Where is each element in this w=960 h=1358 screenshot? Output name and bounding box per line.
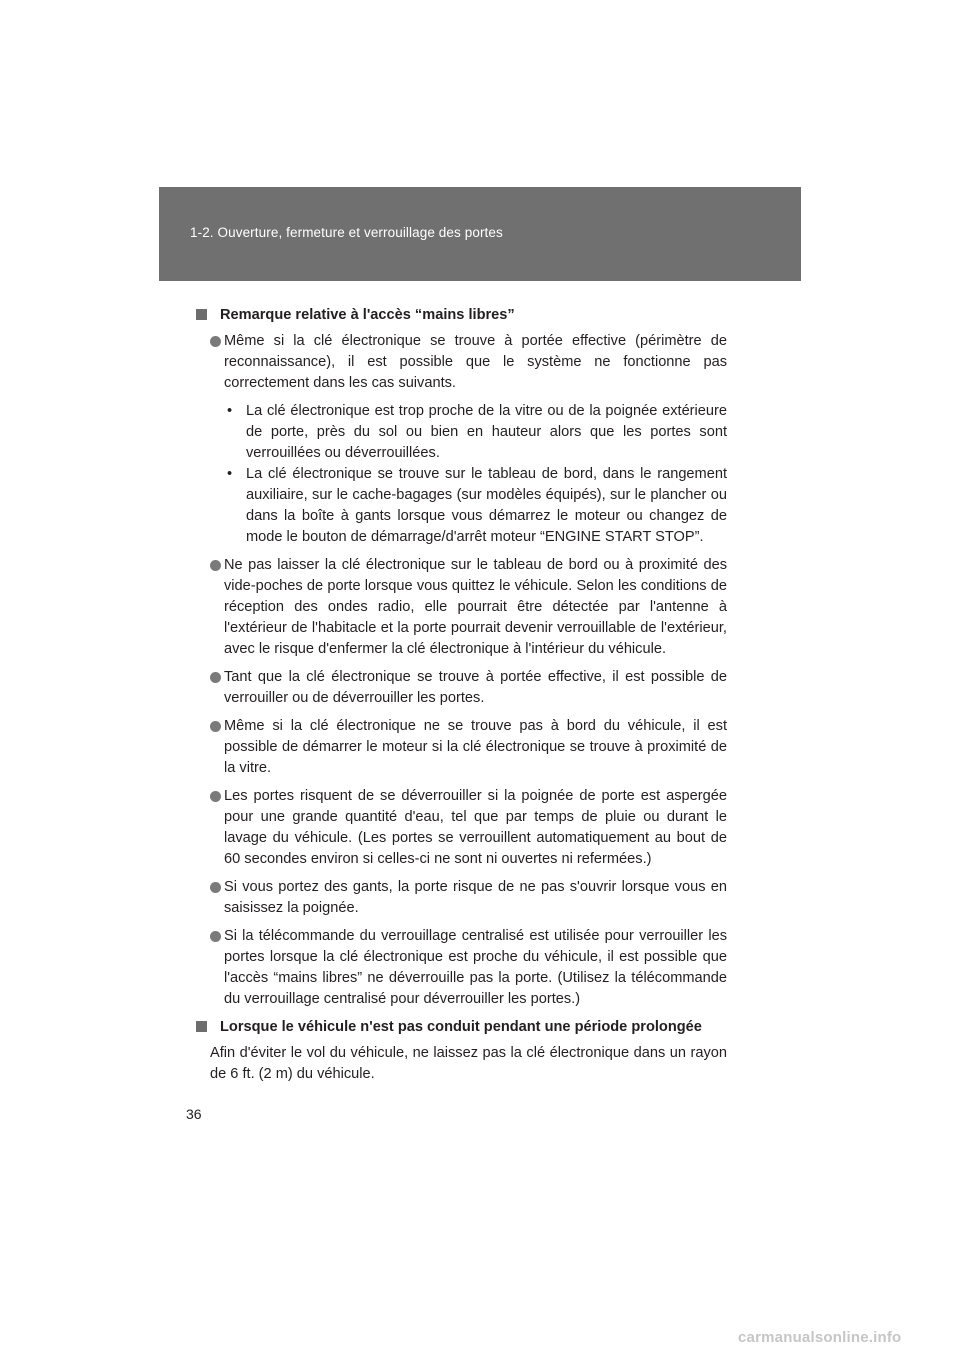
bullet-item: Tant que la clé électronique se trouve à portée effective, il est possible de verrouiller ou de déverrouiller les portes. [210,667,727,709]
sub-bullet-icon: • [227,466,233,482]
section-heading-long-period: Lorsque le véhicule n'est pas conduit pendant une période prolongée [194,1017,727,1038]
square-bullet-icon [196,1021,207,1032]
section-heading-hands-free: Remarque relative à l'accès “mains libres” [194,305,727,326]
square-bullet-icon [196,309,207,320]
round-bullet-icon [210,791,221,802]
round-bullet-icon [210,721,221,732]
round-bullet-icon [210,560,221,571]
page-number: 36 [186,1106,202,1122]
sub-bullet-icon: • [227,403,233,419]
sub-list-item: • La clé électronique se trouve sur le tableau de bord, dans le rangement auxiliaire, sur le cache-bagages (sur modèles équipés), sur le plancher ou dans la boîte à gants lorsque vous démarrez le moteur ou changez de mode le bouton de démarrage/d'arrêt moteur “ENGINE START STOP”. [227,466,727,545]
sub-list [224,401,727,548]
section-paragraph: Afin d'éviter le vol du véhicule, ne laissez pas la clé électronique dans un rayon de 6 ft. (2 m) du véhicule. [210,1045,727,1082]
bullet-item: Les portes risquent de se déverrouiller si la poignée de porte est aspergée pour une grande quantité d'eau, tel que par temps de pluie ou durant le lavage du véhicule. (Les portes se verrouillent automatiquement au bout de 60 secondes environ si celles-ci ne sont ni ouvertes ni refermées.) [210,786,727,870]
page-content [194,305,727,1085]
chapter-header [159,187,801,281]
bullet-item: Si vous portez des gants, la porte risque de ne pas s'ouvrir lorsque vous en saisissez la poignée. [210,877,727,919]
bullet-item: Ne pas laisser la clé électronique sur le tableau de bord ou à proximité des vide-poches de porte lorsque vous quittez le véhicule. Selon les conditions de réception des ondes radio, elle pourrait être détectée par l'antenne à l'extérieur de l'habitacle et la porte pourrait devenir verrouillable de l'extérieur, avec le risque d'enfermer la clé électronique à l'intérieur du véhicule. [210,555,727,660]
sub-list-item: • La clé électronique est trop proche de la vitre ou de la poignée extérieure de porte, près du sol ou bien en hauteur alors que les portes sont verrouillées ou déverrouillées. [227,403,727,461]
round-bullet-icon [210,336,221,347]
watermark-logo: carmanualsonline.info [738,1329,902,1346]
chapter-title: 1-2. Ouverture, fermeture et verrouillage des portes [190,225,503,240]
round-bullet-icon [210,672,221,683]
round-bullet-icon [210,882,221,893]
bullet-item: Même si la clé électronique se trouve à portée effective (périmètre de reconnaissance), il est possible que le système ne fonctionne pas correctement dans les cas suivants. • La clé électronique est trop proche de la vitre ou de la poignée extérieure de porte, près du sol ou bien en hauteur alors que les portes sont verrouillées ou déverrouillées. • La clé électronique se trouve sur le tableau de bord, dans le rangement auxiliaire, sur le cache-bagages (sur modèles équipés), sur le plancher ou dans la boîte à gants lorsque vous démarrez le moteur ou changez de mode le bouton de démarrage/d'arrêt moteur “ENGINE START STOP”. [210,331,727,548]
bullet-item: Si la télécommande du verrouillage centralisé est utilisée pour verrouiller les portes lorsque la clé électronique est proche du véhicule, il est possible que l'accès “mains libres” ne déverrouille pas la porte. (Utilisez la télécommande du verrouillage centralisé pour déverrouiller les portes.) [210,926,727,1010]
bullet-item: Même si la clé électronique ne se trouve pas à bord du véhicule, il est possible de démarrer le moteur si la clé électronique se trouve à proximité de la vitre. [210,716,727,779]
round-bullet-icon [210,931,221,942]
